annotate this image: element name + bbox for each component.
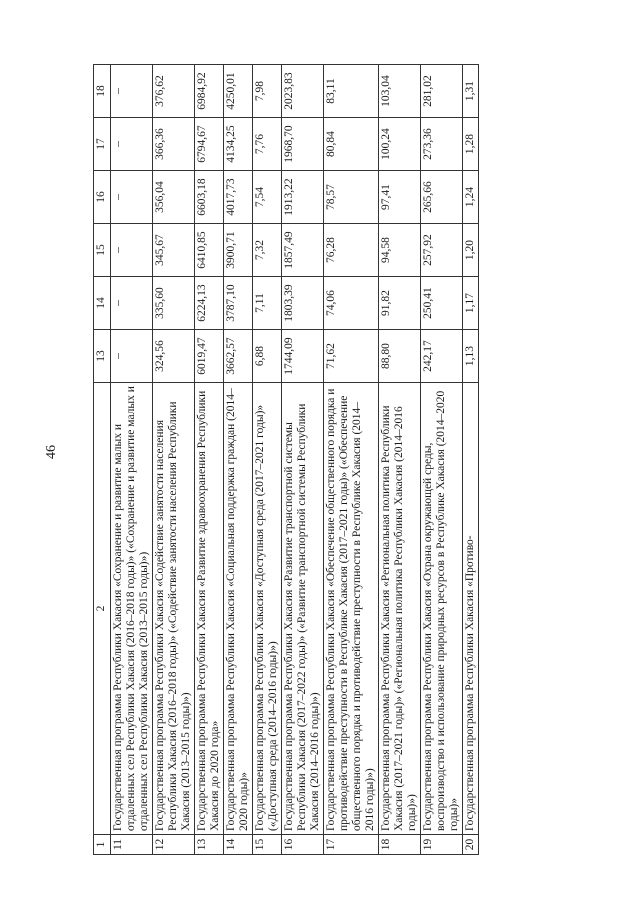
row-number: 12 bbox=[153, 835, 195, 855]
table-row bbox=[324, 65, 379, 855]
row-number: 17 bbox=[324, 835, 379, 855]
value-col-18: 281,02 bbox=[421, 65, 463, 118]
value-col-14: 7,11 bbox=[253, 277, 282, 330]
header-cell-17: 17 bbox=[94, 118, 111, 171]
program-name: Государственная программа Республики Хакасия «Обеспечение общественного порядка и противодействие преступности в Республике Хакасия (2017–2021 годы)» («Обеспечение общественного порядка и противодействие преступности в Республике Хакасия (2014–2016 годы)») bbox=[324, 383, 379, 835]
value-col-18: 103,04 bbox=[379, 65, 421, 118]
value-col-13: 324,56 bbox=[153, 330, 195, 383]
program-name: Государственная программа Республики Хакасия «Социальная поддержка граждан (2014–2020 годы)» bbox=[224, 383, 253, 835]
program-name: Государственная программа Республики Хакасия «Сохранение и развитие малых и отдаленных сел Республики Хакасия (2016–2018 годы)» («Сохранение и развитие малых и отдаленных сел Республики Хакасия (2013–2015 годы)») bbox=[111, 383, 153, 835]
value-col-15: 76,28 bbox=[324, 224, 379, 277]
value-col-18: 1,31 bbox=[463, 65, 479, 118]
value-col-16: 6603,18 bbox=[195, 171, 224, 224]
value-col-13: 3662,57 bbox=[224, 330, 253, 383]
header-cell-14: 14 bbox=[94, 277, 111, 330]
value-col-16: 1,24 bbox=[463, 171, 479, 224]
row-number: 13 bbox=[195, 835, 224, 855]
value-col-14: 250,41 bbox=[421, 277, 463, 330]
value-col-18: 2023,83 bbox=[282, 65, 324, 118]
value-col-15: 1,20 bbox=[463, 224, 479, 277]
value-col-17: 4134,25 bbox=[224, 118, 253, 171]
program-name: Государственная программа Республики Хакасия «Развитие здравоохранения Республики Хакасия до 2020 года» bbox=[195, 383, 224, 835]
value-col-15: 345,67 bbox=[153, 224, 195, 277]
program-name: Государственная программа Республики Хакасия «Региональная политика Республики Хакасия (2017–2021 годы)» («Региональная политика Республики Хакасия (2014–2016 годы)») bbox=[379, 383, 421, 835]
header-cell-18: 18 bbox=[94, 65, 111, 118]
value-col-17: – bbox=[111, 118, 153, 171]
value-col-17: 273,36 bbox=[421, 118, 463, 171]
value-col-13: 242,17 bbox=[421, 330, 463, 383]
value-col-17: 1,28 bbox=[463, 118, 479, 171]
value-col-15: – bbox=[111, 224, 153, 277]
value-col-15: 94,58 bbox=[379, 224, 421, 277]
header-cell-2: 2 bbox=[94, 383, 111, 835]
table-row bbox=[282, 65, 324, 855]
program-name: Государственная программа Республики Хакасия «Противо- bbox=[463, 383, 479, 835]
value-col-16: 97,41 bbox=[379, 171, 421, 224]
program-name: Государственная программа Республики Хакасия «Охрана окружающей среды, воспроизводство и использование природных ресурсов в Республике Хакасия (2014–2020 годы)» bbox=[421, 383, 463, 835]
value-col-17: 100,24 bbox=[379, 118, 421, 171]
row-number: 16 bbox=[282, 835, 324, 855]
table-row bbox=[224, 65, 253, 855]
value-col-13: 88,80 bbox=[379, 330, 421, 383]
value-col-16: 265,66 bbox=[421, 171, 463, 224]
table-row bbox=[379, 65, 421, 855]
value-col-18: 6984,92 bbox=[195, 65, 224, 118]
table-row bbox=[153, 65, 195, 855]
budget-table bbox=[93, 64, 479, 855]
header-cell-16: 16 bbox=[94, 171, 111, 224]
row-number: 19 bbox=[421, 835, 463, 855]
value-col-13: 6019,47 bbox=[195, 330, 224, 383]
value-col-17: 6794,67 bbox=[195, 118, 224, 171]
table-body bbox=[111, 65, 479, 855]
value-col-14: 74,06 bbox=[324, 277, 379, 330]
table-row bbox=[111, 65, 153, 855]
value-col-13: 1744,09 bbox=[282, 330, 324, 383]
value-col-17: 1968,70 bbox=[282, 118, 324, 171]
page-number: 46 bbox=[44, 445, 59, 459]
value-col-17: 80,84 bbox=[324, 118, 379, 171]
value-col-13: 6,88 bbox=[253, 330, 282, 383]
program-name: Государственная программа Республики Хакасия «Содействие занятости населения Республики Хакасия (2016–2018 годы)» («Содействие занятости населения Республики Хакасия (2013–2015 годы)») bbox=[153, 383, 195, 835]
table-header bbox=[94, 65, 111, 855]
value-col-14: 3787,10 bbox=[224, 277, 253, 330]
value-col-17: 7,76 bbox=[253, 118, 282, 171]
header-cell-15: 15 bbox=[94, 224, 111, 277]
value-col-14: 335,60 bbox=[153, 277, 195, 330]
value-col-15: 1857,49 bbox=[282, 224, 324, 277]
value-col-16: 1913,22 bbox=[282, 171, 324, 224]
row-number: 18 bbox=[379, 835, 421, 855]
table-row bbox=[421, 65, 463, 855]
header-cell-1: 1 bbox=[94, 835, 111, 855]
value-col-14: 91,82 bbox=[379, 277, 421, 330]
value-col-15: 257,92 bbox=[421, 224, 463, 277]
table-row bbox=[253, 65, 282, 855]
value-col-16: – bbox=[111, 171, 153, 224]
value-col-14: 1803,39 bbox=[282, 277, 324, 330]
value-col-14: 1,17 bbox=[463, 277, 479, 330]
value-col-16: 356,04 bbox=[153, 171, 195, 224]
value-col-14: – bbox=[111, 277, 153, 330]
header-row bbox=[94, 65, 111, 855]
value-col-13: – bbox=[111, 330, 153, 383]
value-col-13: 71,62 bbox=[324, 330, 379, 383]
value-col-16: 4017,73 bbox=[224, 171, 253, 224]
value-col-13: 1,13 bbox=[463, 330, 479, 383]
value-col-15: 3900,71 bbox=[224, 224, 253, 277]
value-col-17: 366,36 bbox=[153, 118, 195, 171]
value-col-16: 7,54 bbox=[253, 171, 282, 224]
value-col-14: 6224,13 bbox=[195, 277, 224, 330]
row-number: 20 bbox=[463, 835, 479, 855]
value-col-15: 6410,85 bbox=[195, 224, 224, 277]
rotated-table-container bbox=[93, 65, 506, 855]
row-number: 15 bbox=[253, 835, 282, 855]
table-row bbox=[463, 65, 479, 855]
value-col-18: 83,11 bbox=[324, 65, 379, 118]
value-col-16: 78,57 bbox=[324, 171, 379, 224]
value-col-15: 7,32 bbox=[253, 224, 282, 277]
header-cell-13: 13 bbox=[94, 330, 111, 383]
row-number: 14 bbox=[224, 835, 253, 855]
table-row bbox=[195, 65, 224, 855]
value-col-18: 376,62 bbox=[153, 65, 195, 118]
program-name: Государственная программа Республики Хакасия «Доступная среда (2017–2021 годы)» («Доступная среда (2014–2016 годы)») bbox=[253, 383, 282, 835]
row-number: 11 bbox=[111, 835, 153, 855]
value-col-18: – bbox=[111, 65, 153, 118]
value-col-18: 4250,01 bbox=[224, 65, 253, 118]
value-col-18: 7,98 bbox=[253, 65, 282, 118]
program-name: Государственная программа Республики Хакасия «Развитие транспортной системы Республики Хакасия (2017–2022 годы)» («Развитие транспортной системы Республики Хакасия (2014–2016 годы)») bbox=[282, 383, 324, 835]
